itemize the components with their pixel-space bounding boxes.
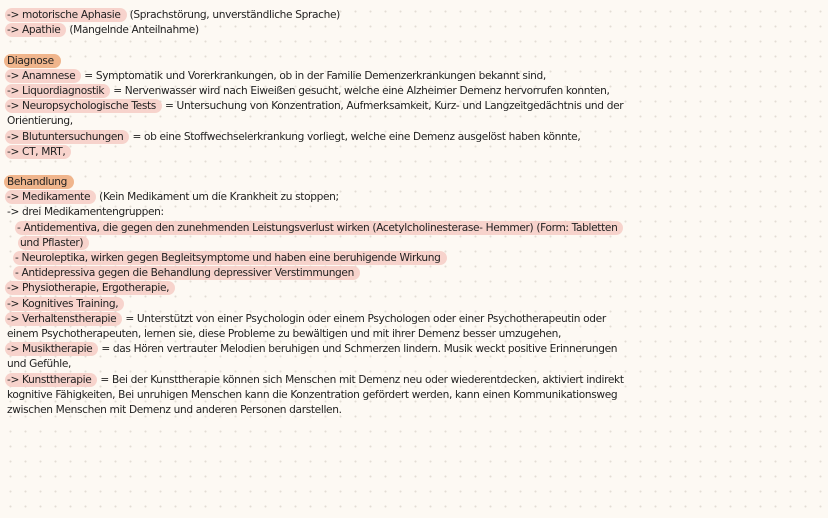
note-text: zwischen Menschen mit Demenz und anderen Personen darstellen.	[7, 403, 342, 416]
highlighted-term: -> Kognitives Training,	[5, 297, 124, 311]
note-text: und Gefühle,	[7, 358, 72, 371]
section-heading-diagnose: Diagnose	[4, 54, 61, 68]
note-text: (Mangelnde Anteilnahme)	[66, 24, 199, 37]
note-line	[7, 266, 828, 281]
highlighted-term: - Antidepressiva gegen die Behandlung depressiver Verstimmungen	[13, 266, 360, 280]
note-text: -> drei Medikamentengruppen:	[7, 206, 164, 219]
highlighted-term: -> Kunsttherapie	[5, 373, 97, 387]
section-heading-line	[7, 54, 828, 69]
note-line	[7, 373, 828, 388]
highlighted-term: -> Blutuntersuchungen	[5, 130, 129, 144]
note-line	[7, 281, 828, 296]
spacer	[7, 160, 828, 175]
note-line	[7, 403, 828, 418]
highlighted-term: -> CT, MRT,	[5, 145, 71, 159]
note-line	[7, 145, 828, 160]
note-text: (Kein Medikament um die Krankheit zu stoppen;	[96, 191, 339, 204]
note-line	[7, 312, 828, 327]
highlighted-term: -> motorische Aphasie	[5, 8, 127, 22]
note-line	[7, 69, 828, 84]
note-line	[7, 357, 828, 372]
note-line	[7, 205, 828, 220]
note-line	[7, 388, 828, 403]
highlighted-term: -> Medikamente	[5, 190, 96, 204]
highlighted-term: und Pflaster)	[18, 236, 89, 250]
highlighted-term: -> Verhaltenstherapie	[5, 312, 122, 326]
note-line	[7, 236, 828, 251]
note-text: kognitive Fähigkeiten, Bei unruhigen Menschen kann die Konzentration gefördert werden, kann einen Kommunikationsweg	[7, 388, 618, 401]
highlighted-term: - Antidementiva, die gegen den zunehmenden Leistungsverlust wirken (Acetylcholinesterase- Hemmer) (Form: Tabletten	[15, 221, 623, 235]
note-line	[7, 130, 828, 145]
note-line	[7, 327, 828, 342]
section-heading-line	[7, 175, 828, 190]
note-text: Orientierung,	[7, 115, 73, 128]
note-line	[7, 190, 828, 205]
highlighted-term: -> Neuropsychologische Tests	[5, 99, 162, 113]
note-line	[7, 221, 828, 236]
note-line	[7, 251, 828, 266]
note-line	[7, 342, 828, 357]
note-text: = Nervenwasser wird nach Eiweißen gesucht, welche eine Alzheimer Demenz hervorrufen konnten,	[110, 84, 610, 97]
note-text: = ob eine Stoffwechselerkrankung vorliegt, welche eine Demenz ausgelöst haben könnte,	[129, 130, 581, 143]
highlighted-term: -> Physiotherapie, Ergotherapie,	[5, 281, 175, 295]
spacer	[7, 38, 828, 53]
note-text: = Bei der Kunsttherapie können sich Menschen mit Demenz neu oder wiederentdecken, aktiviert indirekt	[97, 373, 624, 386]
highlighted-term: -> Anamnese	[5, 69, 81, 83]
note-text: = Untersuchung von Konzentration, Aufmerksamkeit, Kurz- und Langzeitgedächtnis und der	[161, 100, 624, 113]
note-line	[7, 297, 828, 312]
highlighted-term: - Neuroleptika, wirken gegen Begleitsymptome und haben eine beruhigende Wirkung	[13, 251, 447, 265]
note-line	[7, 23, 828, 38]
section-heading-behandlung: Behandlung	[4, 175, 74, 189]
highlighted-term: -> Apathie	[5, 23, 66, 37]
note-text: (Sprachstörung, unverständliche Sprache)	[126, 9, 340, 21]
note-line	[7, 114, 828, 129]
note-text: einem Psychotherapeuten, lernen sie, diese Probleme zu bewältigen und mit ihrer Demenz besser umzugehen,	[7, 327, 562, 340]
note-text: = Unterstützt von einer Psychologin oder einem Psychologen oder einer Psychotherapeutin oder	[122, 312, 606, 325]
note-line	[7, 84, 828, 99]
note-text: = Symptomatik und Vorerkrankungen, ob in der Familie Demenzerkrankungen bekannt sind,	[81, 69, 546, 82]
note-line	[7, 8, 828, 23]
note-text: = das Hören vertrauter Melodien beruhigen und Schmerzen lindern. Musik weckt positive Erinnerungen	[98, 343, 618, 356]
note-line	[7, 99, 828, 114]
highlighted-term: -> Liquordiagnostik	[5, 84, 110, 98]
highlighted-term: -> Musiktherapie	[5, 342, 98, 356]
